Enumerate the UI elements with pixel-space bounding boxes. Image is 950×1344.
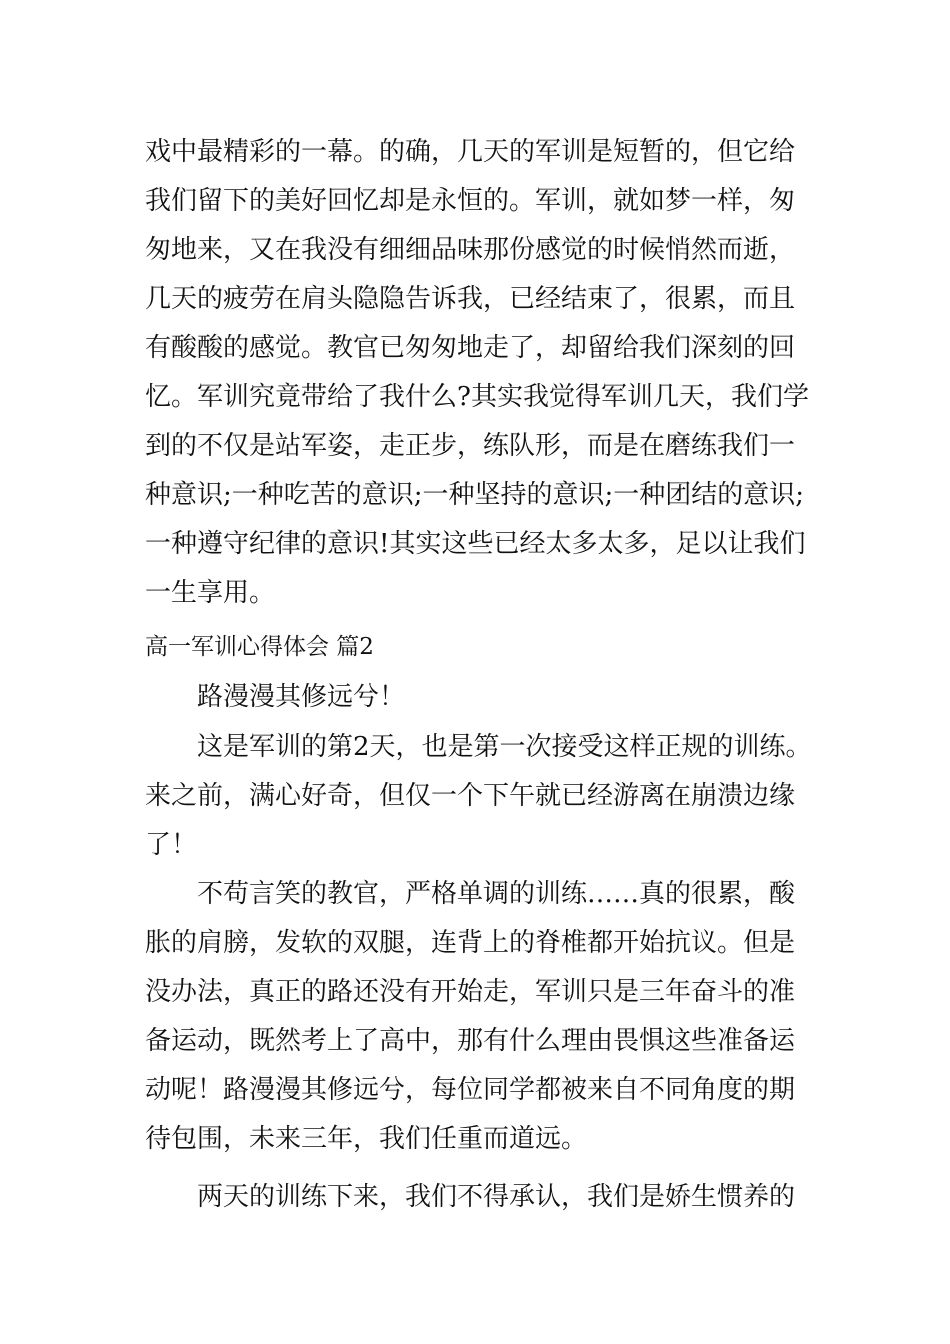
text-line: 忆。军训究竟带给了我什么?其实我觉得军训几天，我们学 [145,382,809,412]
text-line: 到的不仅是站军姿，走正步，练队形，而是在磨练我们一 [145,431,796,461]
text-line: 不苟言笑的教官，严格单调的训练……真的很累，酸 [145,879,796,909]
text-line: 胀的肩膀，发软的双腿，连背上的脊椎都开始抗议。但是 [145,928,796,958]
text-line: 路漫漫其修远兮！ [145,682,406,712]
text-line: 了！ [145,830,198,860]
text-line: 没办法，真正的路还没有开始走，军训只是三年奋斗的准 [145,977,796,1007]
section-heading: 高一军训心得体会 篇2 [145,634,374,660]
text-line: 几天的疲劳在肩头隐隐告诉我，已经结束了，很累，而且 [145,284,796,314]
text-line: 一生享用。 [145,578,276,608]
text-line: 有酸酸的感觉。教官已匆匆地走了，却留给我们深刻的回 [145,333,796,363]
text-line: 种意识;一种吃苦的意识;一种坚持的意识;一种团结的意识; [145,480,805,510]
text-line: 这是军训的第2天，也是第一次接受这样正规的训练。 [145,732,812,762]
text-line: 备运动，既然考上了高中，那有什么理由畏惧这些准备运 [145,1026,796,1056]
text-line: 匆地来，又在我没有细细品味那份感觉的时候悄然而逝， [145,235,796,265]
text-line: 两天的训练下来，我们不得承认，我们是娇生惯养的 [145,1182,796,1212]
text-line: 待包围，未来三年，我们任重而道远。 [145,1124,588,1154]
text-line: 来之前，满心好奇，但仅一个下午就已经游离在崩溃边缘 [145,781,796,811]
text-line: 动呢！路漫漫其修远兮，每位同学都被来自不同角度的期 [145,1075,796,1105]
text-line: 我们留下的美好回忆却是永恒的。军训，就如梦一样，匆 [145,186,796,216]
text-line: 戏中最精彩的一幕。的确，几天的军训是短暂的，但它给 [145,137,796,167]
text-line: 一种遵守纪律的意识!其实这些已经太多太多，足以让我们 [145,529,806,559]
